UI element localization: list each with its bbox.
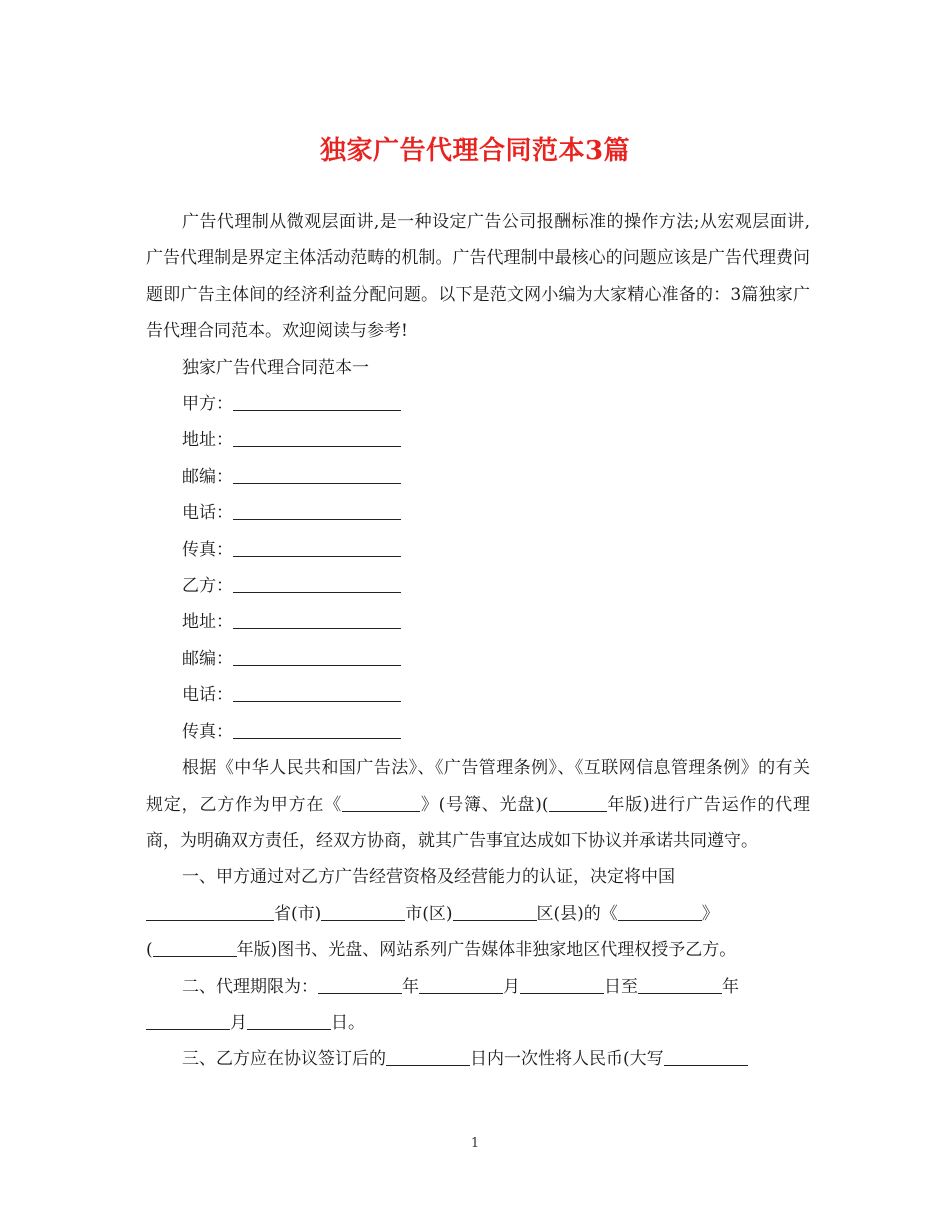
party-a-name-field <box>146 386 810 422</box>
blank-line <box>233 540 401 557</box>
clause-1-city: 市(区) <box>405 903 453 924</box>
clause-1-district: 区(县)的《 <box>536 903 618 924</box>
blank-line <box>233 467 401 484</box>
blank-line <box>618 904 702 921</box>
basis-text-1: 根据《中华人民共和国广告法》、《广告管理条例》、《互联网信息管理条例》的有关规定，乙方作为甲方在《 <box>146 758 810 815</box>
document-title: 独家广告代理合同范本3篇 <box>319 136 631 166</box>
clause-1-province: 省(市) <box>274 903 322 924</box>
field-label: 传真： <box>182 539 233 560</box>
blank-line <box>233 649 401 666</box>
blank-line <box>664 1049 748 1066</box>
blank-line <box>233 612 401 629</box>
basis-text-3: 年版)进行广告运作的代理商，为明确双方责任，经双方协商，就其广告事宜达成如下协议并承诺共同遵守。 <box>146 794 810 851</box>
blank-line <box>233 576 401 593</box>
blank-line <box>247 1013 331 1030</box>
clause-2-year-2: 年 <box>722 976 739 997</box>
blank-line <box>419 977 503 994</box>
blank-line <box>146 904 274 921</box>
blank-line <box>638 977 722 994</box>
basis-paragraph <box>146 750 810 859</box>
blank-line <box>233 394 401 411</box>
clause-1-line-2 <box>146 896 810 932</box>
party-b-name-field <box>146 568 810 604</box>
field-label: 传真： <box>182 721 233 742</box>
party-a-postcode-field <box>146 459 810 495</box>
field-label: 电话： <box>182 503 233 524</box>
party-b-postcode-field <box>146 641 810 677</box>
field-label: 乙方： <box>182 576 233 597</box>
clause-3-prefix: 三、乙方应在协议签订后的 <box>182 1049 386 1070</box>
clause-3-line-1 <box>146 1041 810 1077</box>
blank-line <box>520 977 604 994</box>
intro-paragraph: 广告代理制从微观层面讲,是一种设定广告公司报酬标准的操作方法;从宏观层面讲,广告代理制是界定主体活动范畴的机制。广告代理制中最核心的问题应该是广告代理费问题即广告主体间的经济利益分配问题。以下是范文网小编为大家精心准备的：3篇独家广告代理合同范本。欢迎阅读与参考! <box>146 212 810 342</box>
document-body <box>146 204 810 1078</box>
blank-line <box>342 795 420 812</box>
clause-3-mid: 日内一次性将人民币(大写 <box>470 1049 664 1070</box>
field-label: 电话： <box>182 685 233 706</box>
clause-1-open: ( <box>146 940 153 961</box>
party-b-fax-field <box>146 714 810 750</box>
blank-line <box>233 685 401 702</box>
clause-1-line-3 <box>146 932 810 968</box>
field-label: 地址： <box>182 430 233 451</box>
clause-2-month-2: 月 <box>230 1012 247 1033</box>
basis-text-2: 》(号簿、光盘)( <box>420 794 549 815</box>
clause-2-prefix: 二、代理期限为： <box>182 976 318 997</box>
party-a-fax-field <box>146 532 810 568</box>
page-number: 1 <box>470 1136 480 1151</box>
blank-line <box>146 1013 230 1030</box>
clause-2-year: 年 <box>402 976 419 997</box>
section-heading: 独家广告代理合同范本一 <box>182 357 369 378</box>
field-label: 邮编： <box>182 466 233 487</box>
blank-line <box>318 977 402 994</box>
party-a-phone-field <box>146 495 810 531</box>
blank-line <box>233 430 401 447</box>
clause-1-close: 》 <box>701 903 719 924</box>
blank-line <box>233 503 401 520</box>
blank-line <box>549 795 607 812</box>
party-a-address-field <box>146 422 810 458</box>
clause-2-day-to: 日至 <box>604 976 638 997</box>
blank-line <box>321 904 405 921</box>
blank-line <box>153 940 237 957</box>
clause-2-month: 月 <box>503 976 520 997</box>
party-b-phone-field <box>146 677 810 713</box>
field-label: 甲方： <box>182 394 233 415</box>
clause-1-line-1: 一、甲方通过对乙方广告经营资格及经营能力的认证，决定将中国 <box>182 867 675 888</box>
clause-2-line-1 <box>146 969 810 1005</box>
field-label: 邮编： <box>182 648 233 669</box>
field-label: 地址： <box>182 612 233 633</box>
blank-line <box>233 722 401 739</box>
party-b-address-field <box>146 604 810 640</box>
clause-2-day-2: 日。 <box>331 1012 365 1033</box>
blank-line <box>453 904 537 921</box>
clause-2-line-2 <box>146 1005 810 1041</box>
blank-line <box>386 1049 470 1066</box>
clause-1-edition: 年版)图书、光盘、网站系列广告媒体非独家地区代理权授予乙方。 <box>236 940 737 961</box>
